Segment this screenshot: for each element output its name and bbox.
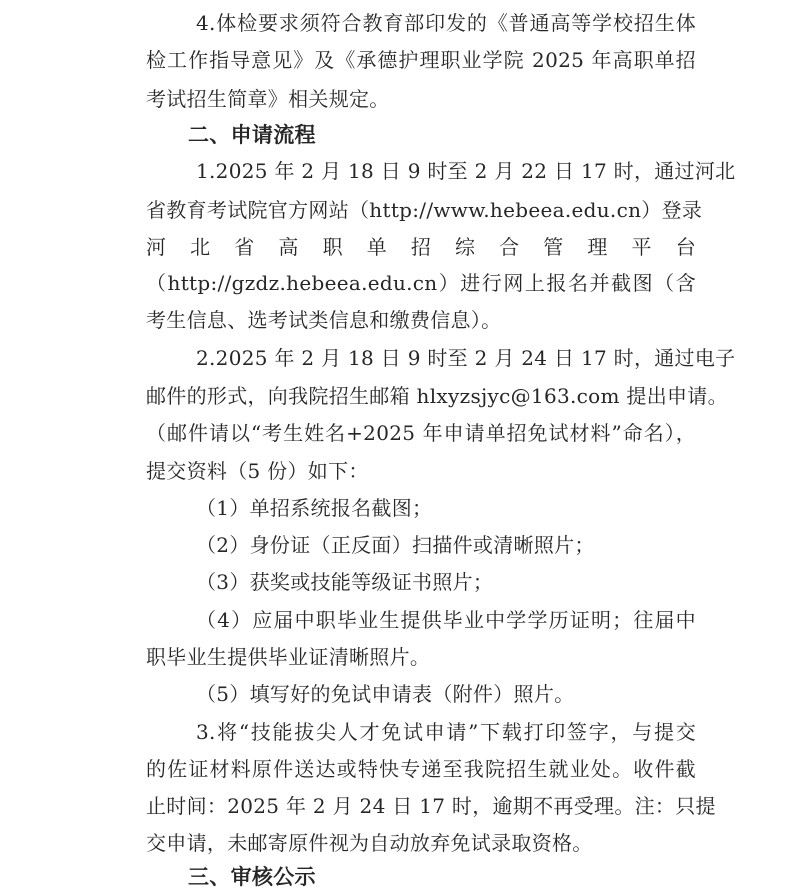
list-item-4-continuation: 职毕业生提供毕业证清晰照片。 (146, 645, 431, 669)
text-line-7: 河 北 省 高 职 单 招 综 合 管 理 平 台 (146, 235, 696, 259)
text-line-22: 止时间：2025 年 2 月 24 日 17 时，逾期不再受理。注：只提 (146, 794, 716, 818)
text-line-20: 3.将“技能拔尖人才免试申请”下载打印签字，与提交 (196, 720, 696, 744)
text-line-5: 1.2025 年 2 月 18 日 9 时至 2 月 22 日 17 时，通过河北 (196, 159, 736, 183)
section-heading-review-publicity: 三、审核公示 (188, 865, 316, 889)
text-line-12: （邮件请以“考生姓名+2025 年申请单招免试材料”命名）， (146, 421, 696, 445)
text-line-11: 邮件的形式，向我院招生邮箱 hlxyzsjyc@163.com 提出申请。 (146, 384, 728, 408)
list-item-2: （2）身份证（正反面）扫描件或清晰照片； (196, 533, 595, 557)
text-line-3: 考试招生简章》相关规定。 (146, 87, 390, 111)
list-item-5: （5）填写好的免试申请表（附件）照片。 (196, 682, 575, 706)
text-line-10: 2.2025 年 2 月 18 日 9 时至 2 月 24 日 17 时，通过电子 (196, 346, 736, 370)
text-line-9: 考生信息、选考试类信息和缴费信息）。 (146, 308, 502, 332)
text-line-23: 交申请，未邮寄原件视为自动放弃免试录取资格。 (146, 831, 593, 855)
text-line-13: 提交资料（5 份）如下： (146, 459, 369, 483)
text-line-21: 的佐证材料原件送达或特快专递至我院招生就业处。收件截 (146, 757, 696, 781)
section-heading-application-process: 二、申请流程 (188, 123, 316, 147)
text-line-1: 4.体检要求须符合教育部印发的《普通高等学校招生体 (196, 11, 696, 35)
list-item-1: （1）单招系统报名截图； (196, 496, 433, 520)
list-item-3: （3）获奖或技能等级证书照片； (196, 570, 494, 594)
text-line-6: 省教育考试院官方网站（http://www.hebeea.edu.cn）登录 (146, 198, 703, 222)
text-line-8: （http://gzdz.hebeea.edu.cn）进行网上报名并截图（含 (146, 271, 696, 295)
list-item-4: （4）应届中职毕业生提供毕业中学学历证明；往届中 (196, 608, 696, 632)
text-line-2: 检工作指导意见》及《承德护理职业学院 2025 年高职单招 (146, 48, 696, 72)
